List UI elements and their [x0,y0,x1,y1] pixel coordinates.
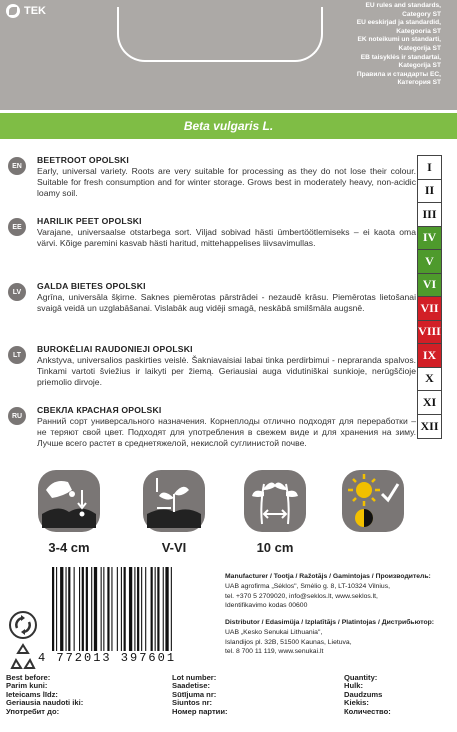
barcode-bar [151,567,153,651]
month-cell: VIII [418,321,441,345]
manufacturer-line: UAB agrofirma „Sėklos", Smėlio g. 8, LT-10324 Vilnius, [225,582,390,590]
lang-badge-ru: RU [8,407,26,425]
field-label: Quantity: [344,673,378,682]
field-label: Номер партии: [172,706,228,716]
standards-line: EU rules and standards, [365,2,441,9]
description-title: СВЕКЛА КРАСНАЯ OPOLSKI [37,405,162,415]
standards-text [281,2,441,88]
barcode-bar [157,567,159,651]
barcode-bar [124,567,126,651]
barcode-bar [66,567,67,651]
field-label: Употребит до: [6,706,60,716]
field-label: Hulk: [344,681,363,691]
barcode-bar [165,567,168,651]
description-ee [8,216,416,249]
barcode-bar [94,567,97,651]
lang-badge-lv: LV [8,283,26,301]
field-label: Geriausia naudoti iki: [6,698,84,708]
manufacturer-line: Identifikavimo kodas 00600 [225,602,308,610]
sowing-depth-label: 3-4 cm [48,540,90,555]
field-label: Saadetise: [172,681,210,691]
standards-line: Kategorija ST [398,44,441,52]
standards-line: EB taisyklės ir standartai, [360,53,441,61]
description-lt [8,344,416,388]
barcode-bar [60,567,63,651]
lot-number-field [172,674,228,716]
month-cell: I [418,156,441,180]
barcode-bar [145,567,146,651]
standards-line: Правила и стандарты ЕС, [356,70,441,78]
barcode-bar [52,567,54,651]
field-label: Lot number: [172,673,217,682]
month-cell: VI [418,274,441,298]
description-text: Agrīna, universāla šķirne. Saknes piemērotas pārstrādei - nezaudē krāsu. Piemērotas lietošanai svaigā veidā un uzglabāšanai. Vislabāk aug vidēji smagā, neskābā smilšmāla augsnē. [37,292,416,313]
month-cell: XII [420,418,439,433]
header-panel [0,0,457,110]
description-title: GALDA BIETES OPOLSKI [37,281,146,291]
description-ru [8,405,416,449]
description-text: Varajane, universaalse otstarbega sort. Viljad sobivad hästi ümbertöötlemiseks – ei kaota oma värvi. Kõige paremini kasvab hästi haritud, mittehappelises liivsavimullas. [37,227,416,248]
description-en [8,155,416,199]
brand-logo [6,4,46,18]
barcode-bar [134,567,135,651]
standards-line: EK noteikumi un standarti, [357,36,441,44]
barcode-bar [171,567,172,651]
recycle-symbol-icon [8,642,38,672]
lang-badge-en: EN [8,157,26,175]
description-text: Ankstyva, universalios paskirties veislė. Šakniavaisiai labai tinka perdirbimui - nepraranda spalvos. Tinkami vartoti šviežius ir laikyti per žiemą. Geriausiai auga vidutiniškai sunkioje, nerūgščioje priemolio dirvoje. [37,355,416,387]
barcode-bar [117,567,118,651]
barcode [38,567,213,669]
transplant-month-label: V-VI [161,540,187,555]
barcode-bar [79,567,80,651]
description-title: HARILIK PEET OPOLSKI [37,216,142,226]
recycling-icon [8,610,38,640]
description-text: Early, universal variety. Roots are very suitable for processing as they do not lose their colour. Suitable for fresh consumption and for winter storage. Grows best in moderately heavy, non-acidic loamy soil. [37,166,416,198]
month-cell: III [418,203,441,227]
month-cell: IX [418,344,441,368]
barcode-bar [101,567,102,651]
barcode-bar [155,567,156,651]
brand-name: TEK [24,5,46,17]
description-text: Ранний сорт универсального назначения. Корнеплоды отлично подходят для переработки – не теряют свой цвет. Подходят для употребления в свежем виде и для хранения на зиму. Лучше всего растет в среднетяжелой, некислой суглинистой почве. [37,416,416,448]
field-label: Best before: [6,673,51,682]
distributor-line: tel. 8 700 11 119, www.senukai.lt [225,648,324,656]
plant-spacing-label: 10 cm [256,540,294,555]
month-cell: II [418,180,441,204]
plant-spacing-icon [244,470,306,532]
distributor-info [225,618,434,657]
transplant-month-icon [143,470,205,532]
field-label: Daudzums [344,689,383,699]
distributor-line: UAB „Kesko Senukai Lithuania", [225,628,323,636]
leaf-icon [6,4,20,18]
manufacturer-info [225,572,431,611]
field-label: Parim kuni: [6,681,48,691]
best-before-field [6,674,83,716]
barcode-bar [107,567,109,651]
manufacturer-line: tel. +370 5 2709020, info@seklos.lt, www.seklos.lt, [225,592,378,600]
manufacturer-heading: Manufacturer / Tootja / Ražotājs / Gamintojas / Производитель: [225,573,431,580]
month-cell: IV [418,227,441,251]
distributor-heading: Distributor / Edasimüja / Izplatītājs / Platintojas / Дистрибьютор: [225,619,435,626]
field-label: Количество: [344,706,391,716]
lang-badge-lt: LT [8,346,26,364]
standards-line: Категория ST [397,79,441,87]
sowing-depth-icon [38,470,100,532]
month-cell: XI [418,391,441,415]
barcode-bar [91,567,92,651]
description-lv [8,281,416,314]
barcode-bar [129,567,132,651]
field-label: Kiekis: [344,698,369,708]
species-title [0,113,457,139]
standards-line: Category ST [402,10,441,18]
sun-exposure-icon [342,470,404,532]
distributor-line: Islandijos pl. 32B, 51500 Kaunas, Lietuva, [225,638,352,646]
barcode-bar [68,567,70,651]
barcode-bar [56,567,57,651]
barcode-bar [74,567,75,651]
description-title: BUROKĖLIAI RAUDONIEJI OPOLSKI [37,344,193,354]
standards-line: Kategooria ST [396,27,441,35]
lang-badge-ee: EE [8,218,26,236]
standards-line: Kategorija ST [398,62,441,70]
description-title: BEETROOT OPOLSKI [37,155,130,165]
barcode-bar [86,567,88,651]
field-label: Siuntos nr: [172,698,213,708]
barcode-number: 4 772013 397601 [38,651,177,665]
growing-icons [0,470,457,560]
barcode-bars [48,567,213,655]
month-cell: V [418,250,441,274]
barcode-bar [121,567,122,651]
field-label: Ieteicams līdz: [6,689,58,699]
sowing-calendar [417,155,442,439]
standards-line: EU eeskirjad ja standardid, [356,19,441,27]
barcode-bar [137,567,139,651]
quantity-field [344,674,391,716]
month-cell: VII [418,297,441,321]
barcode-bar [82,567,84,651]
field-label: Sūtījuma nr: [172,689,217,699]
species-name: Beta vulgaris L. [183,119,274,133]
barcode-bar [141,567,142,651]
barcode-bar [103,567,104,651]
month-cell: X [418,368,441,392]
barcode-bar [163,567,164,651]
barcode-bar [111,567,112,651]
